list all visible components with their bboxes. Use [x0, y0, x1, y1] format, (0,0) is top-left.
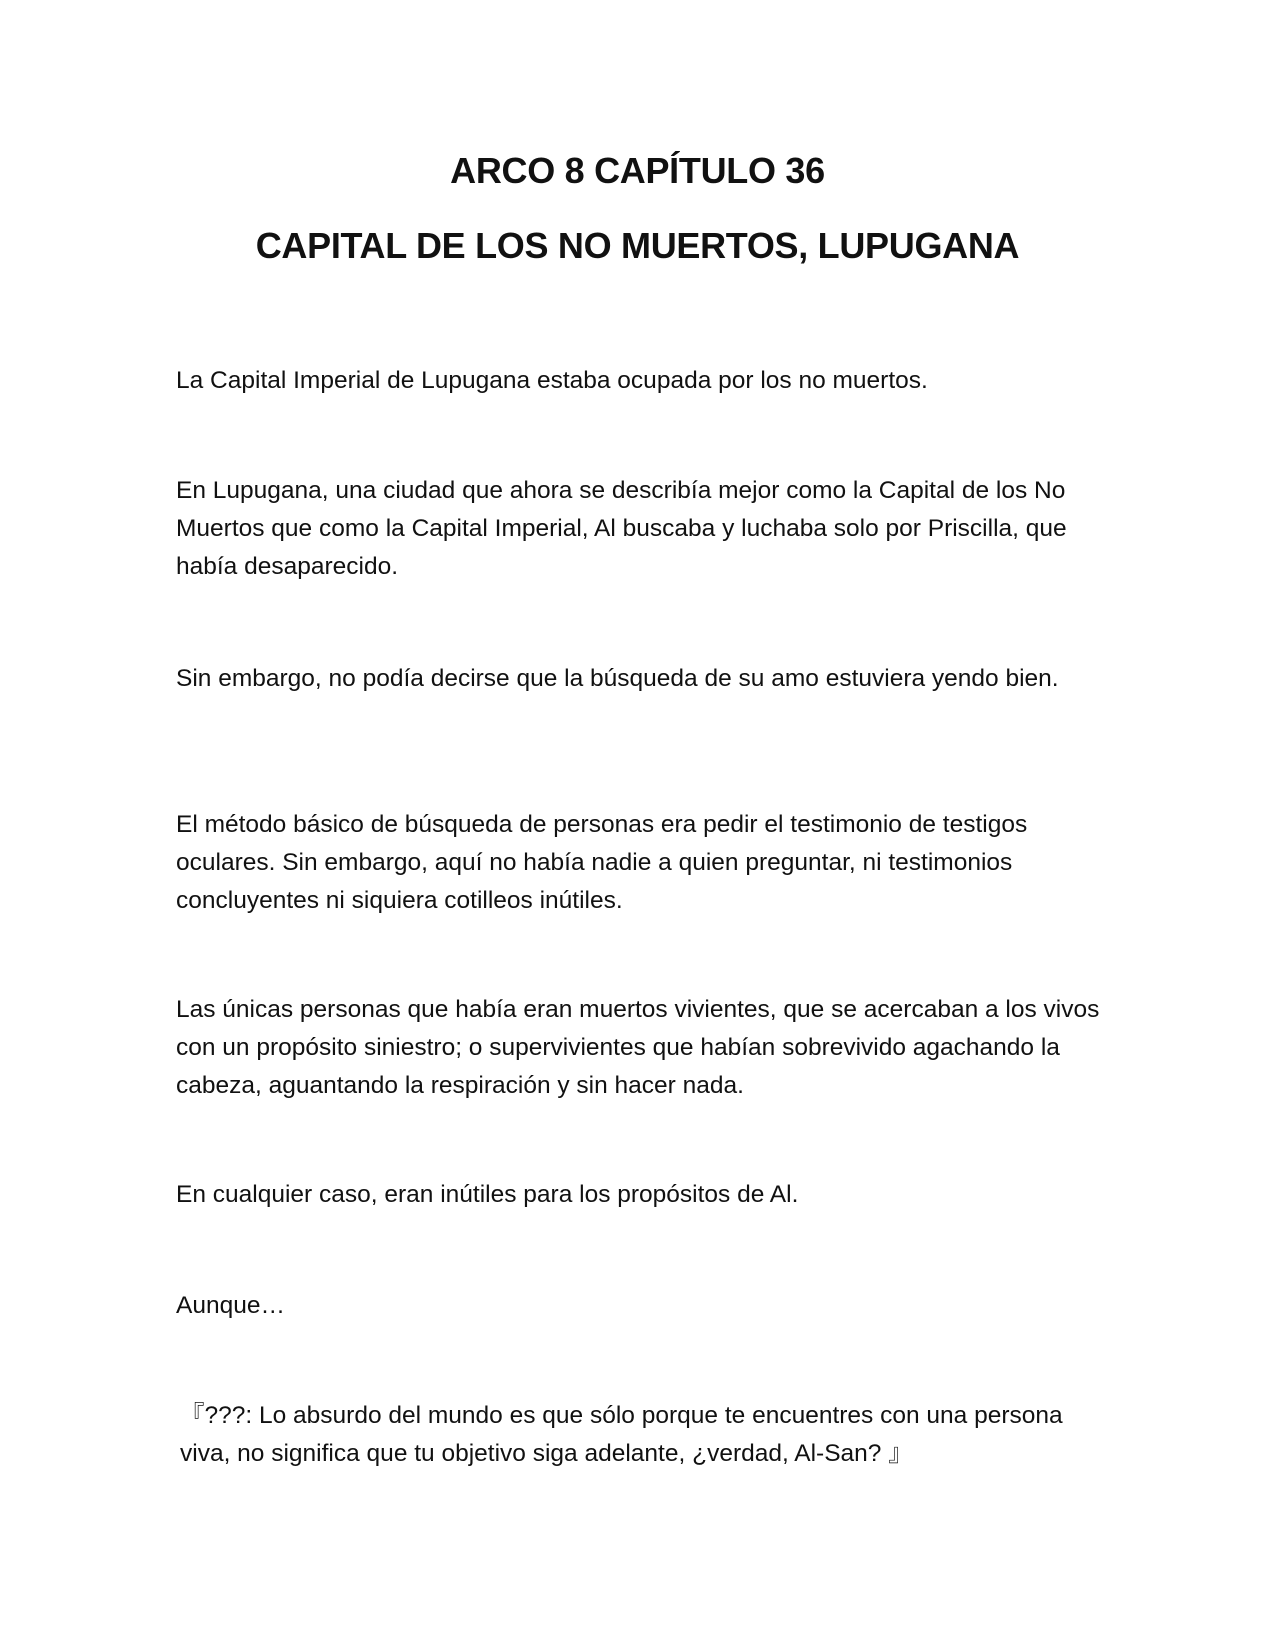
paragraph-1: La Capital Imperial de Lupugana estaba ocupada por los no muertos.: [176, 367, 928, 394]
paragraph-6: En cualquier caso, eran inútiles para los propósitos de Al.: [176, 1181, 799, 1208]
paragraph-5: Las únicas personas que había eran muertos vivientes, que se acercaban a los vivos con un propósito siniestro; o supervivientes que habían sobrevivido agachando la cabeza, aguantando la respiración y sin hacer nada.: [176, 996, 1100, 1099]
paragraph-3: Sin embargo, no podía decirse que la búsqueda de su amo estuviera yendo bien.: [176, 665, 1059, 692]
chapter-subtitle: CAPITAL DE LOS NO MUERTOS, LUPUGANA: [255, 225, 1020, 266]
paragraph-2: En Lupugana, una ciudad que ahora se describía mejor como la Capital de los No Muertos que como la Capital Imperial, Al buscaba y luchaba solo por Priscilla, que había desaparecido.: [176, 477, 1067, 580]
paragraph-7: Aunque…: [176, 1292, 285, 1319]
dialogue-paragraph: 『???: Lo absurdo del mundo es que sólo porque te encuentres con una persona viva, no significa que tu objetivo siga adelante, ¿verdad, Al-San? 』: [180, 1402, 1063, 1467]
paragraph-4: El método básico de búsqueda de personas era pedir el testimonio de testigos oculares. Sin embargo, aquí no había nadie a quien preguntar, ni testimonios concluyentes ni siquiera cotilleos inútiles.: [176, 811, 1028, 914]
chapter-title: ARCO 8 CAPÍTULO 36: [450, 150, 825, 191]
